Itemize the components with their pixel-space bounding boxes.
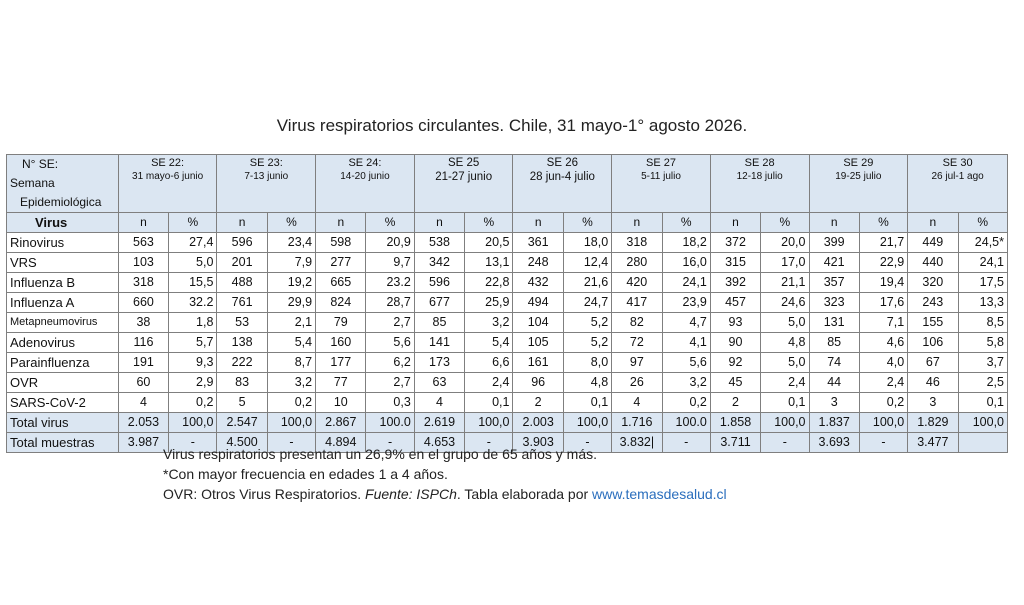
percent-cell: 1,8: [169, 313, 217, 333]
note-line-3: [163, 484, 727, 504]
percent-cell: 20,9: [366, 233, 414, 253]
count-cell: 372: [710, 233, 760, 253]
week-label: SE 30: [942, 157, 973, 169]
row-label: Total muestras: [7, 433, 119, 453]
count-cell: 161: [513, 353, 563, 373]
count-cell: 449: [908, 233, 958, 253]
count-cell: 105: [513, 333, 563, 353]
count-cell: 138: [217, 333, 267, 353]
count-cell: 660: [118, 293, 168, 313]
count-cell: 45: [710, 373, 760, 393]
count-cell: 277: [316, 253, 366, 273]
percent-cell: 2,7: [366, 373, 414, 393]
percent-cell: 6,6: [465, 353, 513, 373]
count-cell: 420: [612, 273, 662, 293]
week-label: SE 22:: [151, 157, 185, 169]
count-cell: 191: [118, 353, 168, 373]
percent-cell: 6,2: [366, 353, 414, 373]
percent-cell: 19,4: [859, 273, 907, 293]
percent-cell: -: [169, 433, 217, 453]
count-cell: 761: [217, 293, 267, 313]
percent-cell: -: [563, 433, 611, 453]
percent-cell: 2,7: [366, 313, 414, 333]
pct-column-label: %: [958, 213, 1007, 233]
week-dates: 7-13 junio: [244, 171, 289, 182]
count-cell: 72: [612, 333, 662, 353]
percent-cell: 19,2: [267, 273, 315, 293]
count-cell: 1.837: [809, 413, 859, 433]
percent-cell: 4,7: [662, 313, 710, 333]
percent-cell: 5,8: [958, 333, 1007, 353]
count-cell: 131: [809, 313, 859, 333]
count-cell: 4.894: [316, 433, 366, 453]
percent-cell: 100,0: [267, 413, 315, 433]
percent-cell: -: [366, 433, 414, 453]
percent-cell: 5,2: [563, 313, 611, 333]
percent-cell: 13,1: [465, 253, 513, 273]
pct-column-label: %: [761, 213, 809, 233]
n-column-label: n: [217, 213, 267, 233]
count-cell: 1.716: [612, 413, 662, 433]
count-cell: 103: [118, 253, 168, 273]
percent-cell: 4,1: [662, 333, 710, 353]
count-cell: 74: [809, 353, 859, 373]
percent-cell: 100,0: [761, 413, 809, 433]
count-cell: 2.053: [118, 413, 168, 433]
week-label: SE 29: [843, 157, 874, 169]
week-label: SE 25: [447, 157, 480, 169]
count-cell: 3.693: [809, 433, 859, 453]
subheader-row: [7, 213, 1008, 233]
count-cell: 342: [414, 253, 464, 273]
row-label: Total virus: [7, 413, 119, 433]
week-dates: 31 mayo-6 junio: [132, 171, 204, 182]
percent-cell: 22,9: [859, 253, 907, 273]
percent-cell: 2,5: [958, 373, 1007, 393]
percent-cell: 5,4: [267, 333, 315, 353]
percent-cell: 100,0: [563, 413, 611, 433]
pct-column-label: %: [169, 213, 217, 233]
count-cell: 2.547: [217, 413, 267, 433]
percent-cell: 8,7: [267, 353, 315, 373]
percent-cell: 8,0: [563, 353, 611, 373]
percent-cell: 24,5*: [958, 233, 1007, 253]
count-cell: 201: [217, 253, 267, 273]
table-row: [7, 393, 1008, 413]
percent-cell: 100,0: [859, 413, 907, 433]
count-cell: 2.619: [414, 413, 464, 433]
n-column-label: n: [710, 213, 760, 233]
count-cell: 1.858: [710, 413, 760, 433]
percent-cell: 20,0: [761, 233, 809, 253]
week-label: SE 26: [546, 157, 578, 169]
count-cell: 538: [414, 233, 464, 253]
percent-cell: 3,2: [662, 373, 710, 393]
percent-cell: 23,4: [267, 233, 315, 253]
count-cell: 1.829: [908, 413, 958, 433]
count-cell: 596: [414, 273, 464, 293]
pct-column-label: %: [366, 213, 414, 233]
table-title: Virus respiratorios circulantes. Chile, 31 mayo-1° agosto 2026.: [276, 116, 748, 135]
count-cell: 824: [316, 293, 366, 313]
row-label: Influenza B: [7, 273, 119, 293]
percent-cell: 0,2: [267, 393, 315, 413]
count-cell: 2: [710, 393, 760, 413]
week-label: SE 27: [646, 157, 676, 169]
n-column-label: n: [612, 213, 662, 233]
n-column-label: n: [118, 213, 168, 233]
percent-cell: 5,2: [563, 333, 611, 353]
percent-cell: 0,2: [859, 393, 907, 413]
percent-cell: 4,0: [859, 353, 907, 373]
corner-line-3: Epidemiológica: [20, 195, 102, 209]
count-cell: 44: [809, 373, 859, 393]
percent-cell: 2,4: [761, 373, 809, 393]
count-cell: 77: [316, 373, 366, 393]
count-cell: 90: [710, 333, 760, 353]
count-cell: 3.477: [908, 433, 958, 453]
percent-cell: 32.2: [169, 293, 217, 313]
percent-cell: 2,4: [859, 373, 907, 393]
table-row: [7, 253, 1008, 273]
total-row: [7, 413, 1008, 433]
percent-cell: 4,6: [859, 333, 907, 353]
count-cell: 104: [513, 313, 563, 333]
table-row: [7, 293, 1008, 313]
count-cell: 488: [217, 273, 267, 293]
count-cell: 421: [809, 253, 859, 273]
count-cell: 26: [612, 373, 662, 393]
percent-cell: 24,1: [958, 253, 1007, 273]
count-cell: 46: [908, 373, 958, 393]
count-cell: 4: [612, 393, 662, 413]
week-header: [414, 155, 513, 213]
count-cell: 3.903: [513, 433, 563, 453]
count-cell: 4.500: [217, 433, 267, 453]
row-label: Influenza A: [7, 293, 119, 313]
count-cell: 116: [118, 333, 168, 353]
percent-cell: -: [761, 433, 809, 453]
n-column-label: n: [908, 213, 958, 233]
count-cell: 60: [118, 373, 168, 393]
percent-cell: 24,1: [662, 273, 710, 293]
count-cell: 63: [414, 373, 464, 393]
count-cell: 10: [316, 393, 366, 413]
percent-cell: 25,9: [465, 293, 513, 313]
percent-cell: 0,3: [366, 393, 414, 413]
note-ovr: OVR: Otros Virus Respiratorios.: [163, 486, 366, 502]
percent-cell: 0,2: [662, 393, 710, 413]
percent-cell: 21,7: [859, 233, 907, 253]
percent-cell: 15,5: [169, 273, 217, 293]
count-cell: 96: [513, 373, 563, 393]
table-row: [7, 273, 1008, 293]
table-row: [7, 353, 1008, 373]
percent-cell: 2,1: [267, 313, 315, 333]
percent-cell: 5,6: [366, 333, 414, 353]
percent-cell: 17,0: [761, 253, 809, 273]
count-cell: 361: [513, 233, 563, 253]
count-cell: 417: [612, 293, 662, 313]
week-dates: 19-25 julio: [835, 171, 882, 182]
row-label: OVR: [7, 373, 119, 393]
percent-cell: 21,1: [761, 273, 809, 293]
count-cell: 82: [612, 313, 662, 333]
percent-cell: 28,7: [366, 293, 414, 313]
week-header: [316, 155, 415, 213]
percent-cell: [958, 433, 1007, 453]
row-label: Metapneumovirus: [7, 313, 119, 333]
percent-cell: 100,0: [169, 413, 217, 433]
count-cell: 432: [513, 273, 563, 293]
count-cell: 3.711: [710, 433, 760, 453]
count-cell: 457: [710, 293, 760, 313]
week-header: [612, 155, 711, 213]
percent-cell: 5,0: [761, 313, 809, 333]
percent-cell: 5,6: [662, 353, 710, 373]
percent-cell: 0,1: [465, 393, 513, 413]
virus-column-label: Virus: [7, 213, 119, 233]
count-cell: 320: [908, 273, 958, 293]
week-dates: 14-20 junio: [340, 171, 390, 182]
corner-line-2: Semana: [10, 176, 55, 190]
count-cell: 243: [908, 293, 958, 313]
row-label: VRS: [7, 253, 119, 273]
count-cell: 318: [118, 273, 168, 293]
week-header-row: [7, 155, 1008, 213]
count-cell: 318: [612, 233, 662, 253]
count-cell: 248: [513, 253, 563, 273]
n-column-label: n: [513, 213, 563, 233]
percent-cell: 4,8: [563, 373, 611, 393]
percent-cell: 24,7: [563, 293, 611, 313]
percent-cell: -: [465, 433, 513, 453]
percent-cell: 0,2: [169, 393, 217, 413]
count-cell: 3: [809, 393, 859, 413]
count-cell: 4: [118, 393, 168, 413]
count-cell: 141: [414, 333, 464, 353]
percent-cell: 24,6: [761, 293, 809, 313]
count-cell: 596: [217, 233, 267, 253]
row-label: Adenovirus: [7, 333, 119, 353]
table-row: [7, 233, 1008, 253]
percent-cell: 0,1: [958, 393, 1007, 413]
count-cell: 93: [710, 313, 760, 333]
count-cell: 155: [908, 313, 958, 333]
footnotes: [163, 444, 727, 504]
count-cell: 440: [908, 253, 958, 273]
count-cell: 3.832|: [612, 433, 662, 453]
percent-cell: 23.2: [366, 273, 414, 293]
percent-cell: 21,6: [563, 273, 611, 293]
week-dates: 5-11 julio: [641, 171, 681, 182]
count-cell: 2.003: [513, 413, 563, 433]
count-cell: 3.987: [118, 433, 168, 453]
percent-cell: -: [267, 433, 315, 453]
week-header: [217, 155, 316, 213]
count-cell: 85: [809, 333, 859, 353]
percent-cell: 12,4: [563, 253, 611, 273]
percent-cell: 2,9: [169, 373, 217, 393]
percent-cell: 20,5: [465, 233, 513, 253]
n-column-label: n: [809, 213, 859, 233]
count-cell: 598: [316, 233, 366, 253]
count-cell: 392: [710, 273, 760, 293]
percent-cell: 3,2: [267, 373, 315, 393]
percent-cell: 5,4: [465, 333, 513, 353]
percent-cell: 5,0: [169, 253, 217, 273]
table-row: [7, 373, 1008, 393]
percent-cell: 22,8: [465, 273, 513, 293]
pct-column-label: %: [267, 213, 315, 233]
row-label: Parainfluenza: [7, 353, 119, 373]
note-source: Fuente: ISPCh: [365, 486, 457, 502]
week-label: SE 28: [744, 157, 775, 169]
count-cell: 315: [710, 253, 760, 273]
note-line-1: Virus respiratorios presentan un 26,9% en el grupo de 65 años y más.: [163, 446, 597, 462]
count-cell: 160: [316, 333, 366, 353]
pct-column-label: %: [563, 213, 611, 233]
week-dates: 26 jul-1 ago: [931, 171, 984, 182]
week-header: [513, 155, 612, 213]
percent-cell: -: [662, 433, 710, 453]
percent-cell: 100.0: [662, 413, 710, 433]
percent-cell: 17,6: [859, 293, 907, 313]
percent-cell: 5,0: [761, 353, 809, 373]
count-cell: 323: [809, 293, 859, 313]
n-column-label: n: [316, 213, 366, 233]
percent-cell: 3,7: [958, 353, 1007, 373]
week-header: [118, 155, 217, 213]
table-row: [7, 333, 1008, 353]
count-cell: 173: [414, 353, 464, 373]
percent-cell: 3,2: [465, 313, 513, 333]
week-header: [710, 155, 809, 213]
count-cell: 399: [809, 233, 859, 253]
count-cell: 2: [513, 393, 563, 413]
percent-cell: -: [859, 433, 907, 453]
pct-column-label: %: [662, 213, 710, 233]
pct-column-label: %: [859, 213, 907, 233]
count-cell: 85: [414, 313, 464, 333]
n-column-label: n: [414, 213, 464, 233]
count-cell: 280: [612, 253, 662, 273]
count-cell: 106: [908, 333, 958, 353]
percent-cell: 29,9: [267, 293, 315, 313]
corner-header: [7, 155, 119, 213]
week-header: [809, 155, 908, 213]
percent-cell: 7,1: [859, 313, 907, 333]
count-cell: 5: [217, 393, 267, 413]
week-header: [908, 155, 1008, 213]
percent-cell: 9,3: [169, 353, 217, 373]
row-label: SARS-CoV-2: [7, 393, 119, 413]
percent-cell: 100,0: [958, 413, 1007, 433]
count-cell: 79: [316, 313, 366, 333]
note-mid: . Tabla elaborada por: [456, 486, 593, 502]
percent-cell: 23,9: [662, 293, 710, 313]
week-label: SE 24:: [348, 157, 382, 169]
percent-cell: 0,1: [563, 393, 611, 413]
percent-cell: 16,0: [662, 253, 710, 273]
count-cell: 92: [710, 353, 760, 373]
percent-cell: 2,4: [465, 373, 513, 393]
percent-cell: 4,8: [761, 333, 809, 353]
count-cell: 357: [809, 273, 859, 293]
count-cell: 38: [118, 313, 168, 333]
percent-cell: 17,5: [958, 273, 1007, 293]
count-cell: 665: [316, 273, 366, 293]
count-cell: 53: [217, 313, 267, 333]
table-row: [7, 313, 1008, 333]
percent-cell: 9,7: [366, 253, 414, 273]
week-label: SE 23:: [249, 157, 283, 169]
note-line-2: *Con mayor frecuencia en edades 1 a 4 años.: [163, 466, 448, 482]
percent-cell: 18,0: [563, 233, 611, 253]
percent-cell: 8,5: [958, 313, 1007, 333]
week-dates: 21-27 junio: [435, 171, 493, 183]
virus-table: [6, 154, 1008, 453]
percent-cell: 5,7: [169, 333, 217, 353]
count-cell: 677: [414, 293, 464, 313]
percent-cell: 0,1: [761, 393, 809, 413]
source-link[interactable]: www.temasdesalud.cl: [592, 486, 727, 502]
count-cell: 2.867: [316, 413, 366, 433]
count-cell: 222: [217, 353, 267, 373]
percent-cell: 7,9: [267, 253, 315, 273]
percent-cell: 18,2: [662, 233, 710, 253]
week-dates: 28 jun-4 julio: [529, 171, 595, 183]
percent-cell: 100,0: [465, 413, 513, 433]
count-cell: 494: [513, 293, 563, 313]
count-cell: 563: [118, 233, 168, 253]
count-cell: 3: [908, 393, 958, 413]
week-dates: 12-18 julio: [736, 171, 783, 182]
percent-cell: 100.0: [366, 413, 414, 433]
count-cell: 97: [612, 353, 662, 373]
percent-cell: 27,4: [169, 233, 217, 253]
corner-line-1: N° SE:: [22, 157, 59, 171]
row-label: Rinovirus: [7, 233, 119, 253]
percent-cell: 13,3: [958, 293, 1007, 313]
count-cell: 83: [217, 373, 267, 393]
count-cell: 4.653: [414, 433, 464, 453]
count-cell: 4: [414, 393, 464, 413]
count-cell: 67: [908, 353, 958, 373]
count-cell: 177: [316, 353, 366, 373]
pct-column-label: %: [465, 213, 513, 233]
